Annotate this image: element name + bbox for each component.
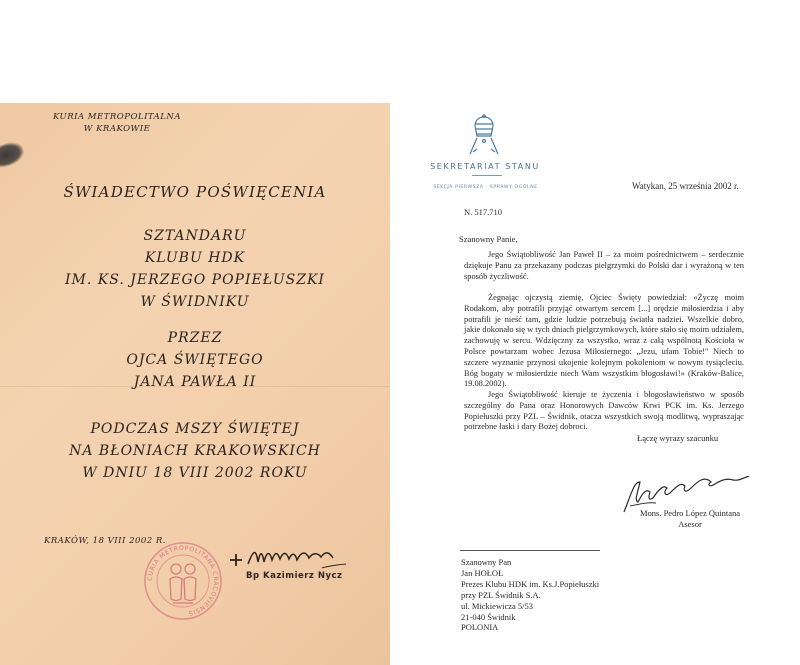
banner-line: W ŚWIDNIKU [140,294,250,310]
letter-date: Watykan, 25 września 2002 r. [632,181,739,191]
by-block [0,327,390,393]
event-block [0,418,390,484]
svg-text:CURIA METROPOLITANA CRACOVIENS [147,545,219,617]
reference-number: N. 517.710 [464,207,503,217]
signer-block [624,508,756,530]
recipient-address [461,557,599,633]
by-line: JANA PAWŁA II [133,374,257,390]
banner-line: KLUBU HDK [144,250,246,266]
letter-paragraph: Żegnając ojczystą ziemię, Ojciec Święty powiedział: «Życzę moim Rodakom, aby potrafili przyjąć otwartym sercem [...] orędzie miłosierdzia i aby potrafili je nieść tam, gdzie ludzie potrzebują światła nadziei. Wszelkie dobro, jakie dokonało się w tych dniach pielgrzymkowych, które stało się moim udziałem, zachowuję w sercu. Wdzięczny za wszystko, wraz z całą wspólnotą Kościoła w Polsce powtarzam wobec Jezusa Miłosiernego: „Jezu, ufam Tobie!" Niech to szczere wyznanie przynosi ukojenie kolejnym pokoleniom w nowym tysiącleciu. Bóg bogaty w miłosierdzie niech Wam wszystkim błogosławi!» (Kraków-Balice, 19.08.2002). [464,293,744,389]
signer-name: Mons. Pedro López Quintana [639,508,741,518]
by-line: PRZEZ [167,330,223,346]
papal-crest-icon [464,114,504,158]
bishop-name: Bp Kazimierz Nycz [246,571,343,581]
curia-line: W KRAKOWIE [83,124,151,134]
letter-paragraph: Jego Świątobliwość kieruje te życzenia i błogosławieństwo w sposób szczególny do Pana oraz Honorowych Dawców Krwi PCK im. Ks. Jerzego Popiełuszki przy PZL – Świdnik, otacza wszystkich swoją modlitwą, wypraszając potrzebne łaski i dary Bożej dobroci. [464,390,744,432]
header-divider [472,175,502,176]
curia-seal-stamp [143,541,223,621]
closing-line: Łączę wyrazy szacunku [637,433,719,443]
ink-smudge [0,139,27,170]
place-date: KRAKÓW, 18 VIII 2002 R. [44,536,166,546]
vatican-letter [392,110,800,665]
salutation: Szanowny Panie, [459,234,518,244]
address-line: Prezes Klubu HDK im. Ks.J.Popiełuszki [461,578,600,589]
event-line: PODCZAS MSZY ŚWIĘTEJ [90,421,300,437]
banner-line: SZTANDARU [143,228,247,244]
curia-line: KURIA METROPOLITALNA [52,112,181,122]
seal-text: CURIA METROPOLITANA CRACOVIENSIS [146,544,220,617]
letter-paragraph: Jego Świątobliwość Jan Paweł II – za moim pośrednictwem – serdecznie dziękuje Panu za przekazany podczas pielgrzymki do Polski dar i wyrażoną w ten sposób życzliwość. [464,250,744,281]
curia-header [42,111,192,135]
address-line: ul. Mickiewicza 5/53 [461,600,533,611]
secretariat-header: SEKRETARIAT STANU [430,162,540,171]
address-divider [460,550,600,551]
banner-block [0,225,390,313]
address-line: Szanowny Pan [461,557,512,567]
bishop-signature [226,542,356,574]
signer-title: Asesor [678,519,702,529]
certificate-title: ŚWIADECTWO POŚWIĘCENIA [63,183,327,201]
banner-line: IM. KS. JERZEGO POPIEŁUSZKI [65,272,325,288]
address-line: POLONIA [461,622,499,633]
section-subheader: SEKCJA PIERWSZA · SPRAWY OGÓLNE [433,185,538,190]
address-line: przy PZL Świdnik S.A. [461,589,541,600]
event-line: W DNIU 18 VIII 2002 ROKU [82,465,308,481]
by-line: OJCA ŚWIĘTEGO [126,352,264,368]
event-line: NA BŁONIACH KRAKOWSKICH [69,443,321,459]
consecration-certificate [0,103,390,665]
address-line: Jan HOŁOŁ [461,567,504,578]
address-line: 21-040 Świdnik [461,611,516,622]
